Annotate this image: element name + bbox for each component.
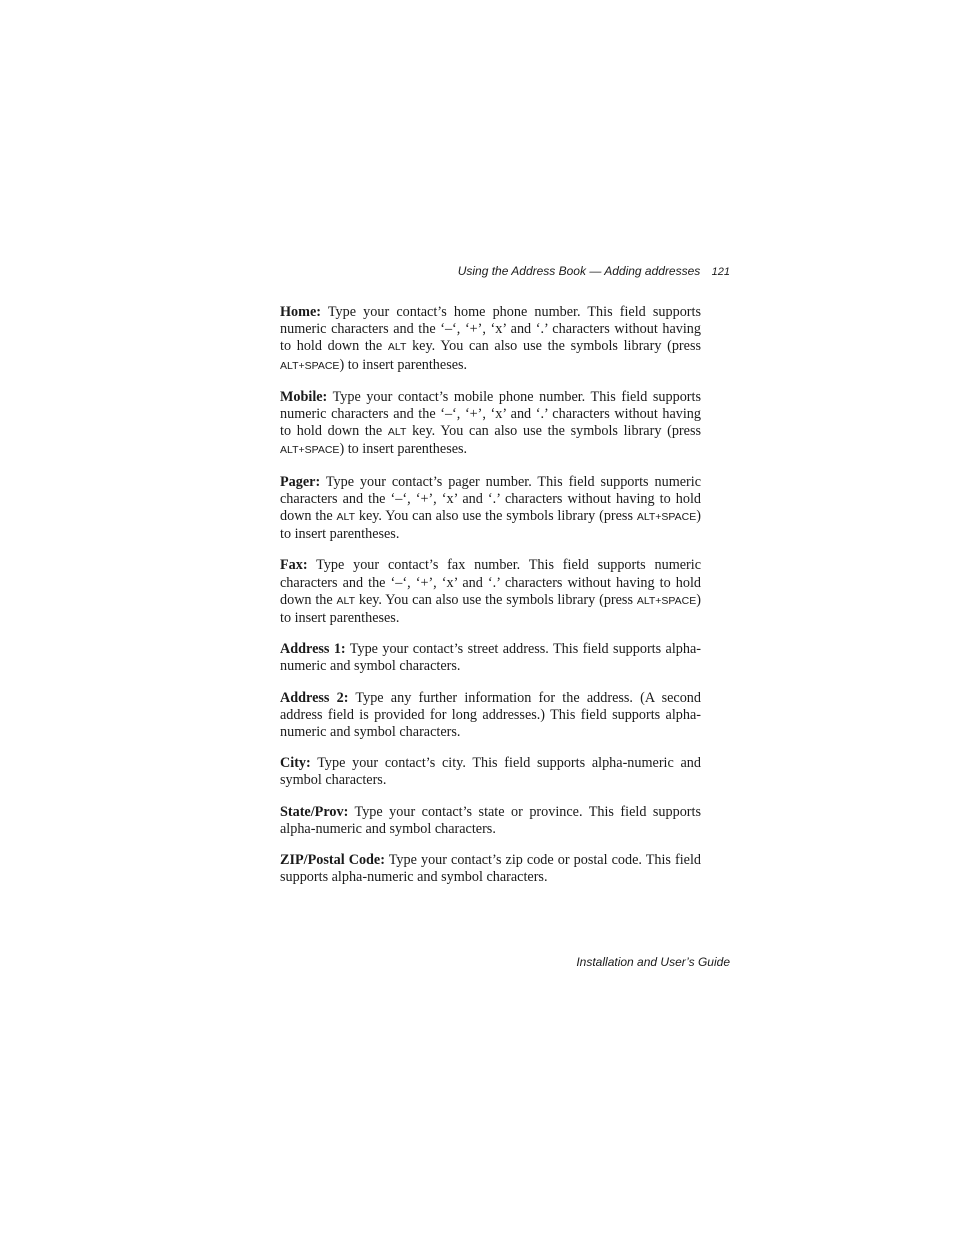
header-section: Using the Address Book <box>457 264 586 278</box>
field-descriptions <box>280 304 701 900</box>
entry-text: Type your contact’s home phone number. This field supports numeric characters and the ‘–‘, ‘+’, ‘x’ and ‘.’ characters without having to hold down the <box>280 304 701 355</box>
entry-text: Type your contact’s fax number. This field supports numeric characters and the ‘–‘, ‘+’, ‘x’ and ‘.’ characters without having to hold down the <box>280 557 701 608</box>
key-combo: ALT+SPACE <box>280 359 340 372</box>
running-footer: Installation and User’s Guide <box>576 955 730 969</box>
entry-text: Type your contact’s zip code or postal code. This field supports alpha-numeric and symbol characters. <box>280 852 701 886</box>
entry-term: ZIP/Postal Code: <box>280 852 385 869</box>
entry-address-1 <box>280 641 701 675</box>
entry-home <box>280 304 701 375</box>
key-name: ALT <box>387 426 407 439</box>
entry-text: Type your contact’s state or province. This field supports alpha-numeric and symbol characters. <box>280 803 701 837</box>
entry-text: ) to insert parentheses. <box>339 441 468 458</box>
entry-text: ) to insert parentheses. <box>280 591 701 627</box>
entry-text: key. You can also use the symbols library (press <box>406 423 701 440</box>
entry-term: State/Prov: <box>280 803 349 820</box>
key-name: ALT <box>336 511 356 524</box>
header-separator: — <box>589 264 602 278</box>
key-name: ALT <box>387 341 407 354</box>
key-combo: ALT+SPACE <box>636 594 697 607</box>
entry-text: Type any further information for the address. (A second address field is provided for long addresses.) This field supports alpha-numeric and symbol characters. <box>280 689 701 741</box>
entry-term: Home: <box>280 304 321 320</box>
entry-text: Type your contact’s mobile phone number. This field supports numeric characters and the ‘–‘, ‘+’, ‘x’ and ‘.’ characters without having to hold down the <box>280 388 701 440</box>
entry-term: Address 1: <box>280 641 346 658</box>
entry-term: Pager: <box>280 473 321 490</box>
entry-term: Address 2: <box>280 689 349 706</box>
entry-state-prov <box>280 804 701 838</box>
entry-pager <box>280 474 701 544</box>
entry-text: Type your contact’s street address. This field supports alpha-numeric and symbol characters. <box>280 641 701 675</box>
key-combo: ALT+SPACE <box>636 511 697 524</box>
key-combo: ALT+SPACE <box>280 444 340 457</box>
entry-address-2 <box>280 690 701 742</box>
entry-mobile <box>280 389 701 460</box>
entry-term: Mobile: <box>280 388 328 405</box>
entry-text: ) to insert parentheses. <box>339 356 468 373</box>
entry-city <box>280 755 701 789</box>
page-number: 121 <box>711 266 730 278</box>
entry-text: ) to insert parentheses. <box>280 508 701 543</box>
entry-text: Type your contact’s city. This field supports alpha-numeric and symbol characters. <box>280 755 701 789</box>
key-name: ALT <box>336 594 356 607</box>
running-header <box>400 262 730 281</box>
entry-zip-postal-code <box>280 852 701 886</box>
entry-text: key. You can also use the symbols library (press <box>355 508 637 525</box>
header-subsection: Adding addresses <box>604 264 701 278</box>
entry-text: key. You can also use the symbols library (press <box>406 338 701 355</box>
entry-term: Fax: <box>280 557 308 574</box>
entry-fax <box>280 557 701 627</box>
entry-term: City: <box>280 755 311 772</box>
entry-text: key. You can also use the symbols library (press <box>355 591 637 608</box>
entry-text: Type your contact’s pager number. This field supports numeric characters and the ‘–‘, ‘+’, ‘x’ and ‘.’ characters without having to hold down the <box>280 473 701 525</box>
